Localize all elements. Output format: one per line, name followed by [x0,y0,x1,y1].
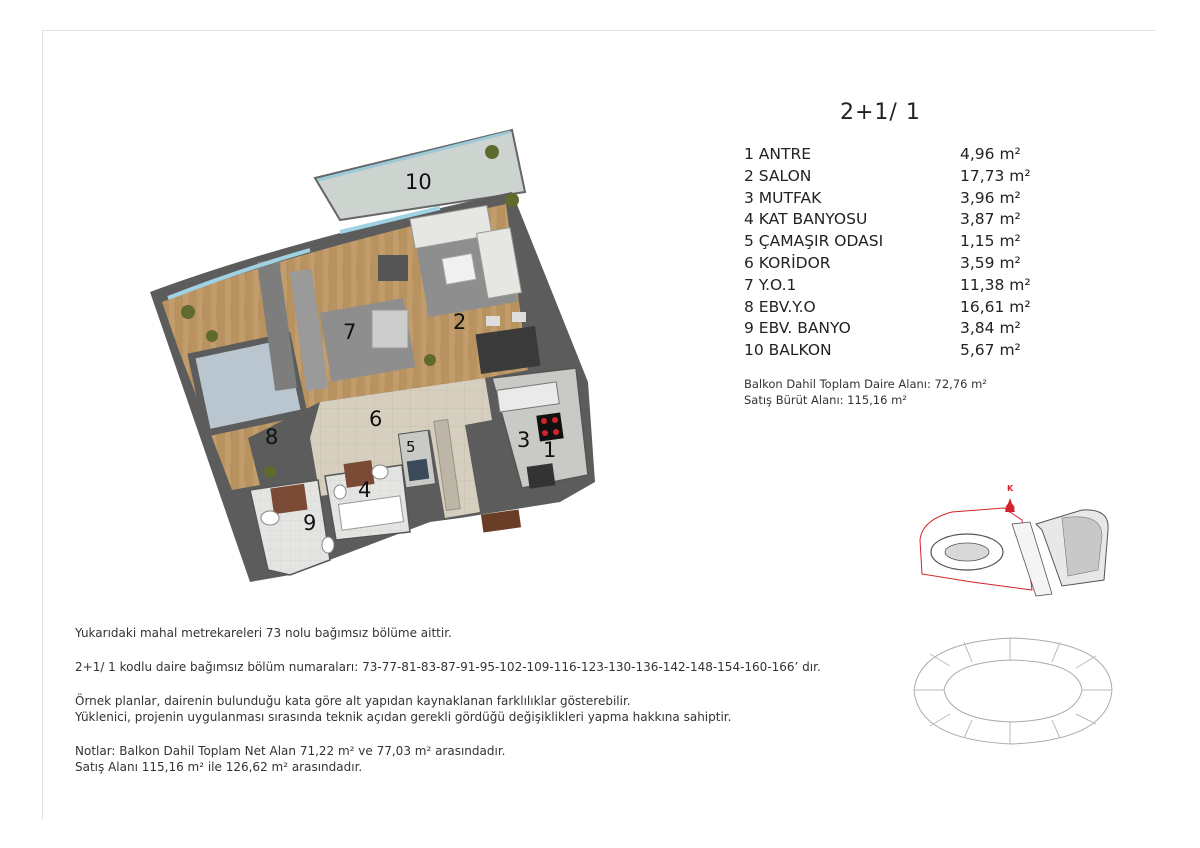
room-label: 7 Y.O.1 [744,275,797,294]
key-plan-divider [1052,720,1060,738]
toilet [322,537,334,553]
north-label: K [1007,484,1014,493]
plant [206,330,218,342]
room-area: 3,59 m² [960,253,1021,272]
dining-chair [512,312,526,322]
dining-chair [486,316,500,326]
room-number-7: 7 [343,320,357,344]
room-area: 3,84 m² [960,319,1021,338]
room-number-2: 2 [453,310,467,334]
room-area: 3,96 m² [960,188,1021,207]
site-plan-drawing [912,490,1112,602]
room-number-3: 3 [517,428,531,452]
note-plan-variation: Örnek planlar, dairenin bulunduğu kata göre alt yapıdan kaynaklanan farklılıklar gösterebilir. [75,694,631,708]
key-plan-divider [1076,714,1096,724]
room-area: 4,96 m² [960,145,1021,163]
plant [424,354,436,366]
room-row [744,340,1044,362]
room-row [744,166,1044,188]
page-frame-left [42,30,43,820]
page-frame-top [42,30,1156,31]
plant [264,466,276,478]
room-area: 5,67 m² [960,341,1021,360]
room-number-10: 10 [405,170,432,194]
room-area-list [744,144,1044,362]
site-hatched-block [1062,517,1102,576]
cooktop-burner [541,418,547,424]
room-area: 3,87 m² [960,210,1021,229]
room-label: 2 SALON [744,166,812,185]
note-net-area: Notlar: Balkon Dahil Toplam Net Alan 71,22 m² ve 77,03 m² arasındadır. [75,744,506,758]
room-row [744,318,1044,340]
washer [407,459,430,482]
area-totals [744,376,987,408]
key-plan-divider [1052,642,1060,662]
key-plan-outline [914,638,1112,744]
cooktop-burner [542,430,548,436]
room-number-9: 9 [303,511,317,535]
room-area: 17,73 m² [960,166,1031,185]
fridge [527,463,556,488]
floor-plan-drawing [140,120,610,610]
dining-table [476,326,541,374]
room-row [744,144,1044,166]
note-unit-numbers: 2+1/ 1 kodlu daire bağımsız bölüm numaraları: 73-77-81-83-87-91-95-102-109-116-123-130-136-142-148-154-160-166’ dır. [75,660,821,674]
chair [372,310,408,348]
room-label: 9 EBV. BANYO [744,319,851,338]
site-plan [912,484,1112,602]
room-label: 10 BALKON [744,341,832,360]
desk [378,255,408,281]
basin [372,465,388,479]
plant [505,193,519,207]
key-plan-inner-ring [944,660,1082,722]
apartment-type-title: 2+1/ 1 [840,100,921,125]
room-row [744,297,1044,319]
basin [261,511,279,525]
room-label: 8 EBV.Y.O [744,297,816,316]
total-area-line: Balkon Dahil Toplam Daire Alanı: 72,76 m² [744,377,987,391]
key-plan-drawing [910,632,1115,750]
note-section-number: Yukarıdaki mahal metrekareleri 73 nolu bağımsız bölüme aittir. [75,626,452,640]
room-label: 6 KORİDOR [744,253,831,272]
plant [485,145,499,159]
plant [181,305,195,319]
room-number-4: 4 [358,478,372,502]
cooktop-burner [553,429,559,435]
room-number-5: 5 [406,438,416,456]
room-label: 4 KAT BANYOSU [744,210,868,229]
site-courtyard [945,543,989,561]
bathroom-mat [270,484,307,514]
room-row [744,253,1044,275]
room-row [744,209,1044,231]
room-area: 11,38 m² [960,275,1031,294]
room-label: 1 ANTRE [744,145,812,163]
key-plan [910,632,1115,750]
room-area: 1,15 m² [960,232,1021,251]
key-plan-divider [930,714,950,726]
gross-area-line: Satış Bürüt Alanı: 115,16 m² [744,393,907,407]
key-plan-divider [964,720,972,738]
toilet [334,485,346,499]
room-number-8: 8 [265,425,279,449]
cooktop-burner [552,417,558,423]
room-number-1: 1 [543,438,557,462]
room-row [744,231,1044,253]
room-area: 16,61 m² [960,297,1031,316]
room-row [744,275,1044,297]
key-plan-divider [930,654,950,666]
room-label: 5 ÇAMAŞIR ODASI [744,232,884,251]
key-plan-divider [964,642,972,662]
room-label: 3 MUTFAK [744,188,822,207]
room-row [744,188,1044,210]
note-contractor-rights: Yüklenici, projenin uygulanması sırasında teknik açıdan gerekli gördüğü değişiklikleri yapma hakkına sahiptir. [75,710,732,724]
key-plan-divider [1076,656,1096,668]
note-sales-area: Satış Alanı 115,16 m² ile 126,62 m² arasındadır. [75,760,363,774]
coffee-table [442,254,476,285]
room-number-6: 6 [369,407,383,431]
floor-plan [140,120,610,610]
